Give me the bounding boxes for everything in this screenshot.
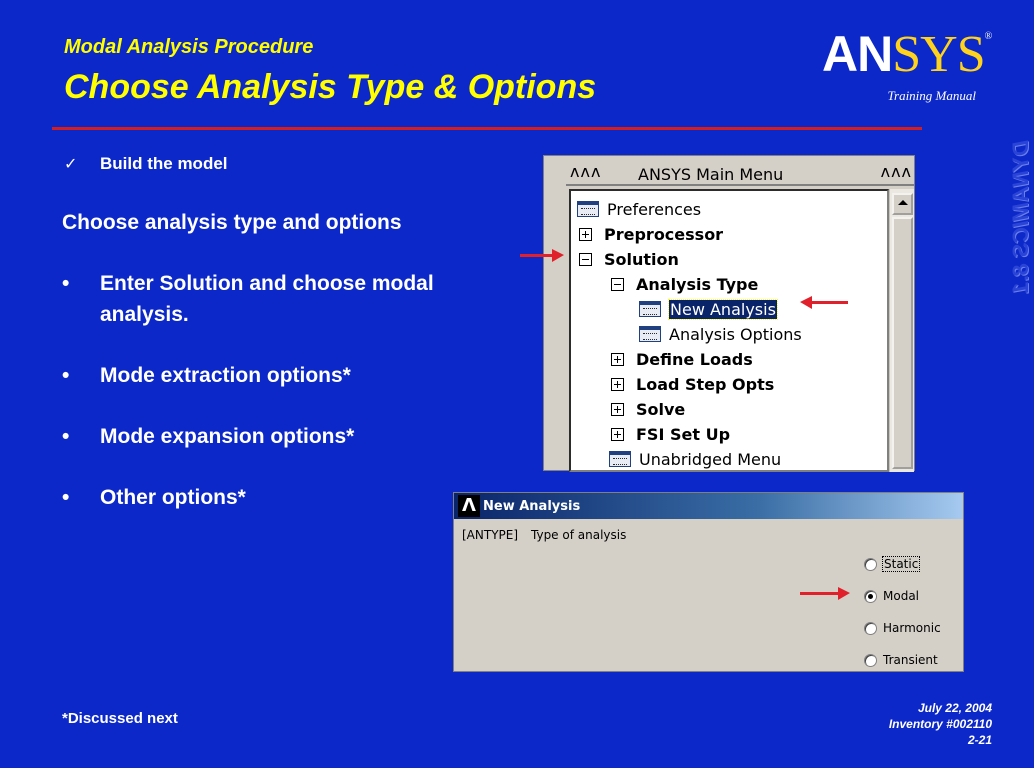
command-label: [ANTYPE] [462,528,519,542]
menu-item-label: Analysis Type [636,274,759,294]
bullet-item [62,360,442,391]
radio-transient[interactable] [864,651,938,669]
training-manual-label: Training Manual [887,88,976,103]
menu-item-label: Solution [604,249,679,269]
bullet-item [62,268,442,330]
menu-item-label: Analysis Options [669,324,802,344]
bullet-text: Mode extraction options* [100,364,351,387]
menu-item-label: Load Step Opts [636,374,775,394]
side-watermark: DYNAMICS 8.1 [1008,140,1033,295]
menu-item-define-loads[interactable] [611,347,753,371]
arrow-right-icon [800,592,840,595]
expand-icon[interactable] [579,228,592,241]
dialog-titlebar[interactable] [454,493,963,519]
dialog-icon [577,201,599,217]
dialog-title: New Analysis [483,498,581,514]
radio-label: Modal [883,589,919,603]
radio-label: Harmonic [883,621,941,635]
scroll-thumb[interactable] [892,217,913,469]
menu-item-unabridged-menu[interactable] [609,447,781,471]
menu-item-label: Preferences [607,199,702,219]
bullet-icon: • [62,425,70,448]
menu-item-solve[interactable] [611,397,685,421]
radio-static[interactable] [864,555,919,573]
radio-button[interactable] [864,590,877,603]
expand-icon[interactable] [611,403,624,416]
main-menu-panel [543,155,915,471]
menu-item-preferences[interactable] [577,197,701,221]
main-menu-header [566,160,914,186]
radio-button[interactable] [864,654,877,667]
menu-item-label: Solve [636,399,686,419]
bullet-item [62,421,442,452]
check-item [62,150,442,178]
menu-item-preprocessor[interactable] [579,222,723,246]
radio-button[interactable] [864,558,877,571]
dialog-icon [639,301,661,317]
check-item-text: Build the model [100,154,228,173]
bullet-item [62,482,442,513]
menu-item-label: FSI Set Up [636,424,731,444]
collapse-icon[interactable] [579,253,592,266]
slide-footer [889,700,992,748]
main-menu-title: ANSYS Main Menu [638,165,784,184]
menu-item-load-step-opts[interactable] [611,372,774,396]
footnote: *Discussed next [62,710,178,727]
dialog-icon [609,451,631,467]
scroll-up-icon[interactable] [892,193,913,215]
dialog-icon [639,326,661,342]
slide-content [62,150,442,513]
radio-modal[interactable] [864,587,919,605]
menu-item-label: Define Loads [636,349,753,369]
collapse-carets-icon[interactable]: ʌʌʌ [570,162,602,181]
ansys-logo [822,26,1008,83]
menu-item-label: New Analysis [670,299,776,319]
expand-icon[interactable] [611,428,624,441]
arrow-left-icon [810,301,848,304]
radio-harmonic[interactable] [864,619,941,637]
bullet-text: Enter Solution and choose modal analysis. [100,272,434,326]
radio-label: Transient [883,653,938,667]
bullet-icon: • [62,486,70,509]
menu-item-label: Unabridged Menu [639,449,782,469]
check-icon: ✓ [64,156,78,173]
footer-date: July 22, 2004 [917,701,992,715]
footer-inventory: Inventory #002110 [888,717,992,731]
bullet-text: Other options* [100,486,246,509]
expand-icon[interactable] [611,378,624,391]
bullet-icon: • [62,364,70,387]
radio-label: Static [884,557,919,571]
bullet-icon: • [62,272,70,295]
collapse-carets-icon[interactable]: ʌʌʌ [880,162,912,181]
menu-item-fsi-set-up[interactable] [611,422,730,446]
new-analysis-dialog [453,492,964,672]
slide-subtitle: Modal Analysis Procedure [64,36,314,58]
menu-item-analysis-options[interactable] [639,322,802,346]
title-divider [52,127,922,130]
intro-paragraph: Choose analysis type and options [62,211,402,234]
arrow-right-icon [520,254,554,257]
logo-sys: SYS [892,26,985,83]
expand-icon[interactable] [611,353,624,366]
logo-an: AN [822,26,893,82]
ansys-app-icon: Λ [458,495,480,517]
analysis-type-label: Type of analysis [531,528,627,542]
footer-page-number: 2-21 [967,733,992,747]
menu-item-new-analysis[interactable] [639,297,777,321]
slide-title: Choose Analysis Type & Options [64,68,597,106]
radio-button[interactable] [864,622,877,635]
menu-scrollbar[interactable] [889,189,914,472]
menu-item-label: Preprocessor [604,224,724,244]
menu-item-analysis-type[interactable] [611,272,758,296]
collapse-icon[interactable] [611,278,624,291]
menu-item-solution[interactable] [579,247,679,271]
logo-registered: ® [984,31,992,42]
bullet-text: Mode expansion options* [100,425,355,448]
main-menu-tree [569,189,889,472]
